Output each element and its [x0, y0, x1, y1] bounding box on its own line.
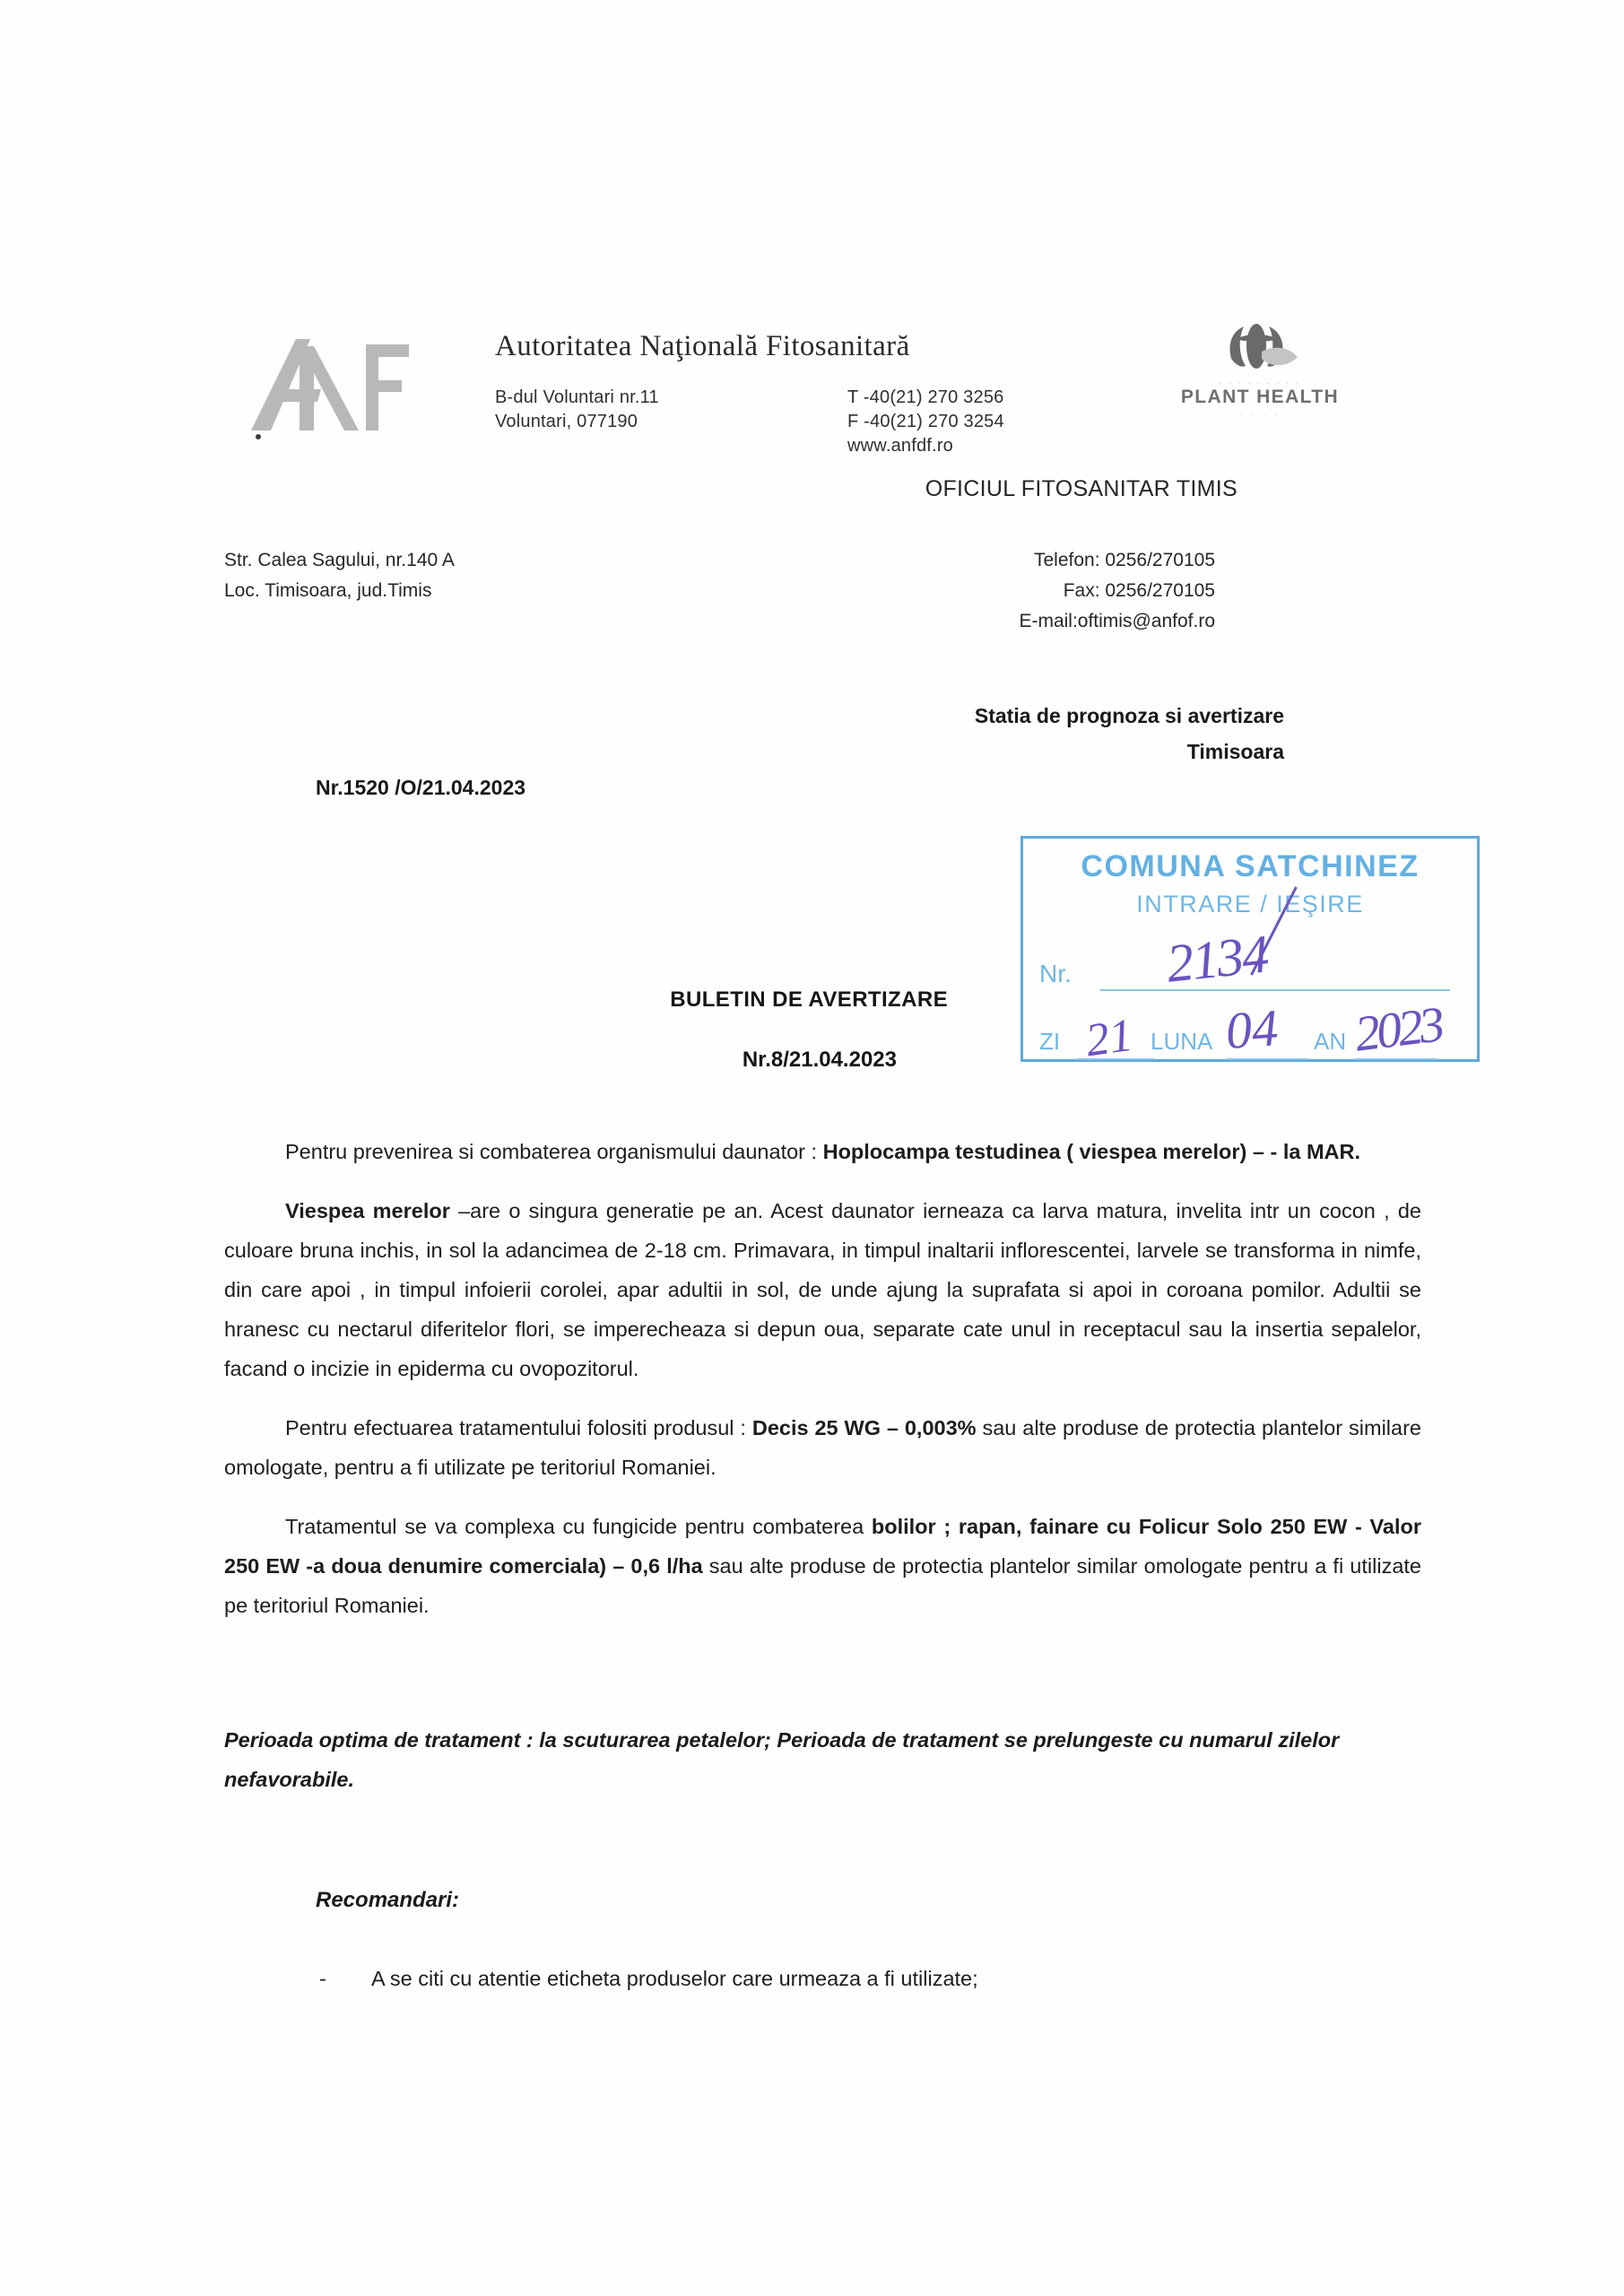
paragraph-optimal-period: Perioada optima de tratament : la scuturarea petalelor; Perioada de tratament se prelungeste cu numarul zilelor nefavorabile. [224, 1728, 1340, 1791]
para3-lead: Pentru efectuarea tratamentului folositi produsul : [285, 1416, 752, 1439]
hq-address-line2: Voluntari, 077190 [495, 412, 638, 431]
paragraph-pest-identification [224, 1132, 1421, 1171]
hq-address-line1: B-dul Voluntari nr.11 [495, 387, 659, 407]
para1-lead: Pentru prevenirea si combaterea organismului daunator : [285, 1140, 823, 1163]
office-phone: Telefon: 0256/270105 [1033, 550, 1215, 570]
office-title: OFICIUL FITOSANITAR TIMIS [925, 476, 1238, 501]
stamp-date-row [1039, 996, 1468, 1067]
hq-fax: F -40(21) 270 3254 [847, 412, 1004, 431]
para3-tail: sau alte produse de protectia plantelor similare omologate, pentru a fi utilizate pe teritoriul Romaniei. [224, 1416, 1421, 1479]
office-address-line2: Loc. Timisoara, jud.Timis [224, 580, 432, 601]
recommendations-list [316, 1960, 1423, 1997]
stamp-year-label: AN [1314, 1028, 1347, 1055]
globe-leaf-icon [1217, 321, 1303, 377]
stamp-nr-handwritten-value: 2134 [1163, 924, 1271, 994]
hq-contact [847, 386, 1004, 458]
list-item-text: A se citi cu atentie eticheta produselor care urmeaza a fi utilizate; [371, 1967, 978, 1990]
para4-lead: Tratamentul se va complexa cu fungicide pentru combaterea [285, 1515, 872, 1538]
paragraph-pest-biology [224, 1191, 1421, 1388]
plant-health-faint-top: · · · · · · · · · [1219, 378, 1301, 387]
stamp-month-handwritten-value: 04 [1223, 998, 1281, 1060]
office-email: E-mail:oftimis@anfof.ro [1019, 611, 1215, 631]
para2-subject: Viespea merelor [285, 1199, 459, 1222]
station-line2: Timisoara [1186, 740, 1284, 763]
anf-logo [244, 334, 414, 441]
plant-health-label: PLANT HEALTH [1180, 387, 1340, 407]
document-body [224, 1132, 1421, 1645]
stamp-nr-label: Nr. [1039, 960, 1072, 987]
paragraph-fungicide-treatment [224, 1507, 1421, 1625]
office-contact [0, 545, 1215, 637]
para4-tail: sau alte produse de protectia plantelor similar omologate pentru a fi utilizate pe teritoriul Romaniei. [224, 1554, 1421, 1617]
plant-health-faint-bottom: · · · · [1239, 410, 1281, 421]
registration-number: Nr.1520 /O/21.04.2023 [316, 776, 526, 799]
list-bullet-dash: - [319, 1967, 326, 1990]
bulletin-title: BULETIN DE AVERTIZARE [670, 987, 948, 1012]
para3-product: Decis 25 WG – 0,003% [751, 1416, 977, 1439]
plant-health-emblem-block [1166, 321, 1354, 421]
station-block [0, 698, 1284, 770]
station-line1: Statia de prognoza si avertizare [974, 704, 1284, 727]
recommendations-title: Recomandari: [316, 1888, 460, 1912]
bulletin-number: Nr.8/21.04.2023 [742, 1048, 897, 1072]
para1-pest-name: Hoplocampa testudinea ( viespea merelor) – - la MAR. [822, 1140, 1361, 1163]
hq-website: www.anfdf.ro [847, 436, 954, 456]
stamp-type: INTRARE / IEŞIRE [1136, 891, 1364, 918]
office-address-line1: Str. Calea Sagului, nr.140 A [224, 550, 455, 570]
stamp-day-handwritten-value: 21 [1082, 1009, 1136, 1067]
hq-phone: T -40(21) 270 3256 [847, 387, 1004, 407]
stamp-commune-name: COMUNA SATCHINEZ [1081, 849, 1420, 883]
list-item [316, 1960, 1423, 1997]
para2-description: –are o singura generatie pe an. Acest daunator ierneaza ca larva matura, invelita intr un cocon , de culoare bruna inchis, in sol la adancimea de 2-18 cm. Primavara, in timpul inaltarii inflorescentei, larvele se transforma in nimfe, din care apoi , in timpul infoierii corolei, apar adultii in sol, de unde ajung la suprafata si apoi in coroana pomilor. Adultii se hranesc cu nectarul diferitelor flori, se imperecheaza si depun oua, separate cate unul in receptacul sau la insertia sepalelor, facand o incizie in epiderma cu ovopozitorul. [224, 1199, 1421, 1380]
organization-title: Autoritatea Naţională Fitosanitară [495, 330, 910, 362]
stamp-month-label: LUNA [1151, 1028, 1213, 1055]
stamp-day-label: ZI [1039, 1028, 1061, 1055]
paragraph-insecticide-treatment [224, 1408, 1421, 1487]
stamp-year-handwritten-value: 2023 [1351, 996, 1445, 1063]
stamp-nr-underline [1100, 989, 1450, 991]
office-fax: Fax: 0256/270105 [1063, 580, 1215, 601]
para4-products: bolilor ; rapan, fainare cu Folicur Solo 250 EW - Valor 250 EW -a doua denumire comerciala) – 0,6 l/ha [224, 1515, 1421, 1578]
registration-stamp [1020, 836, 1480, 1067]
hq-address [495, 386, 659, 434]
